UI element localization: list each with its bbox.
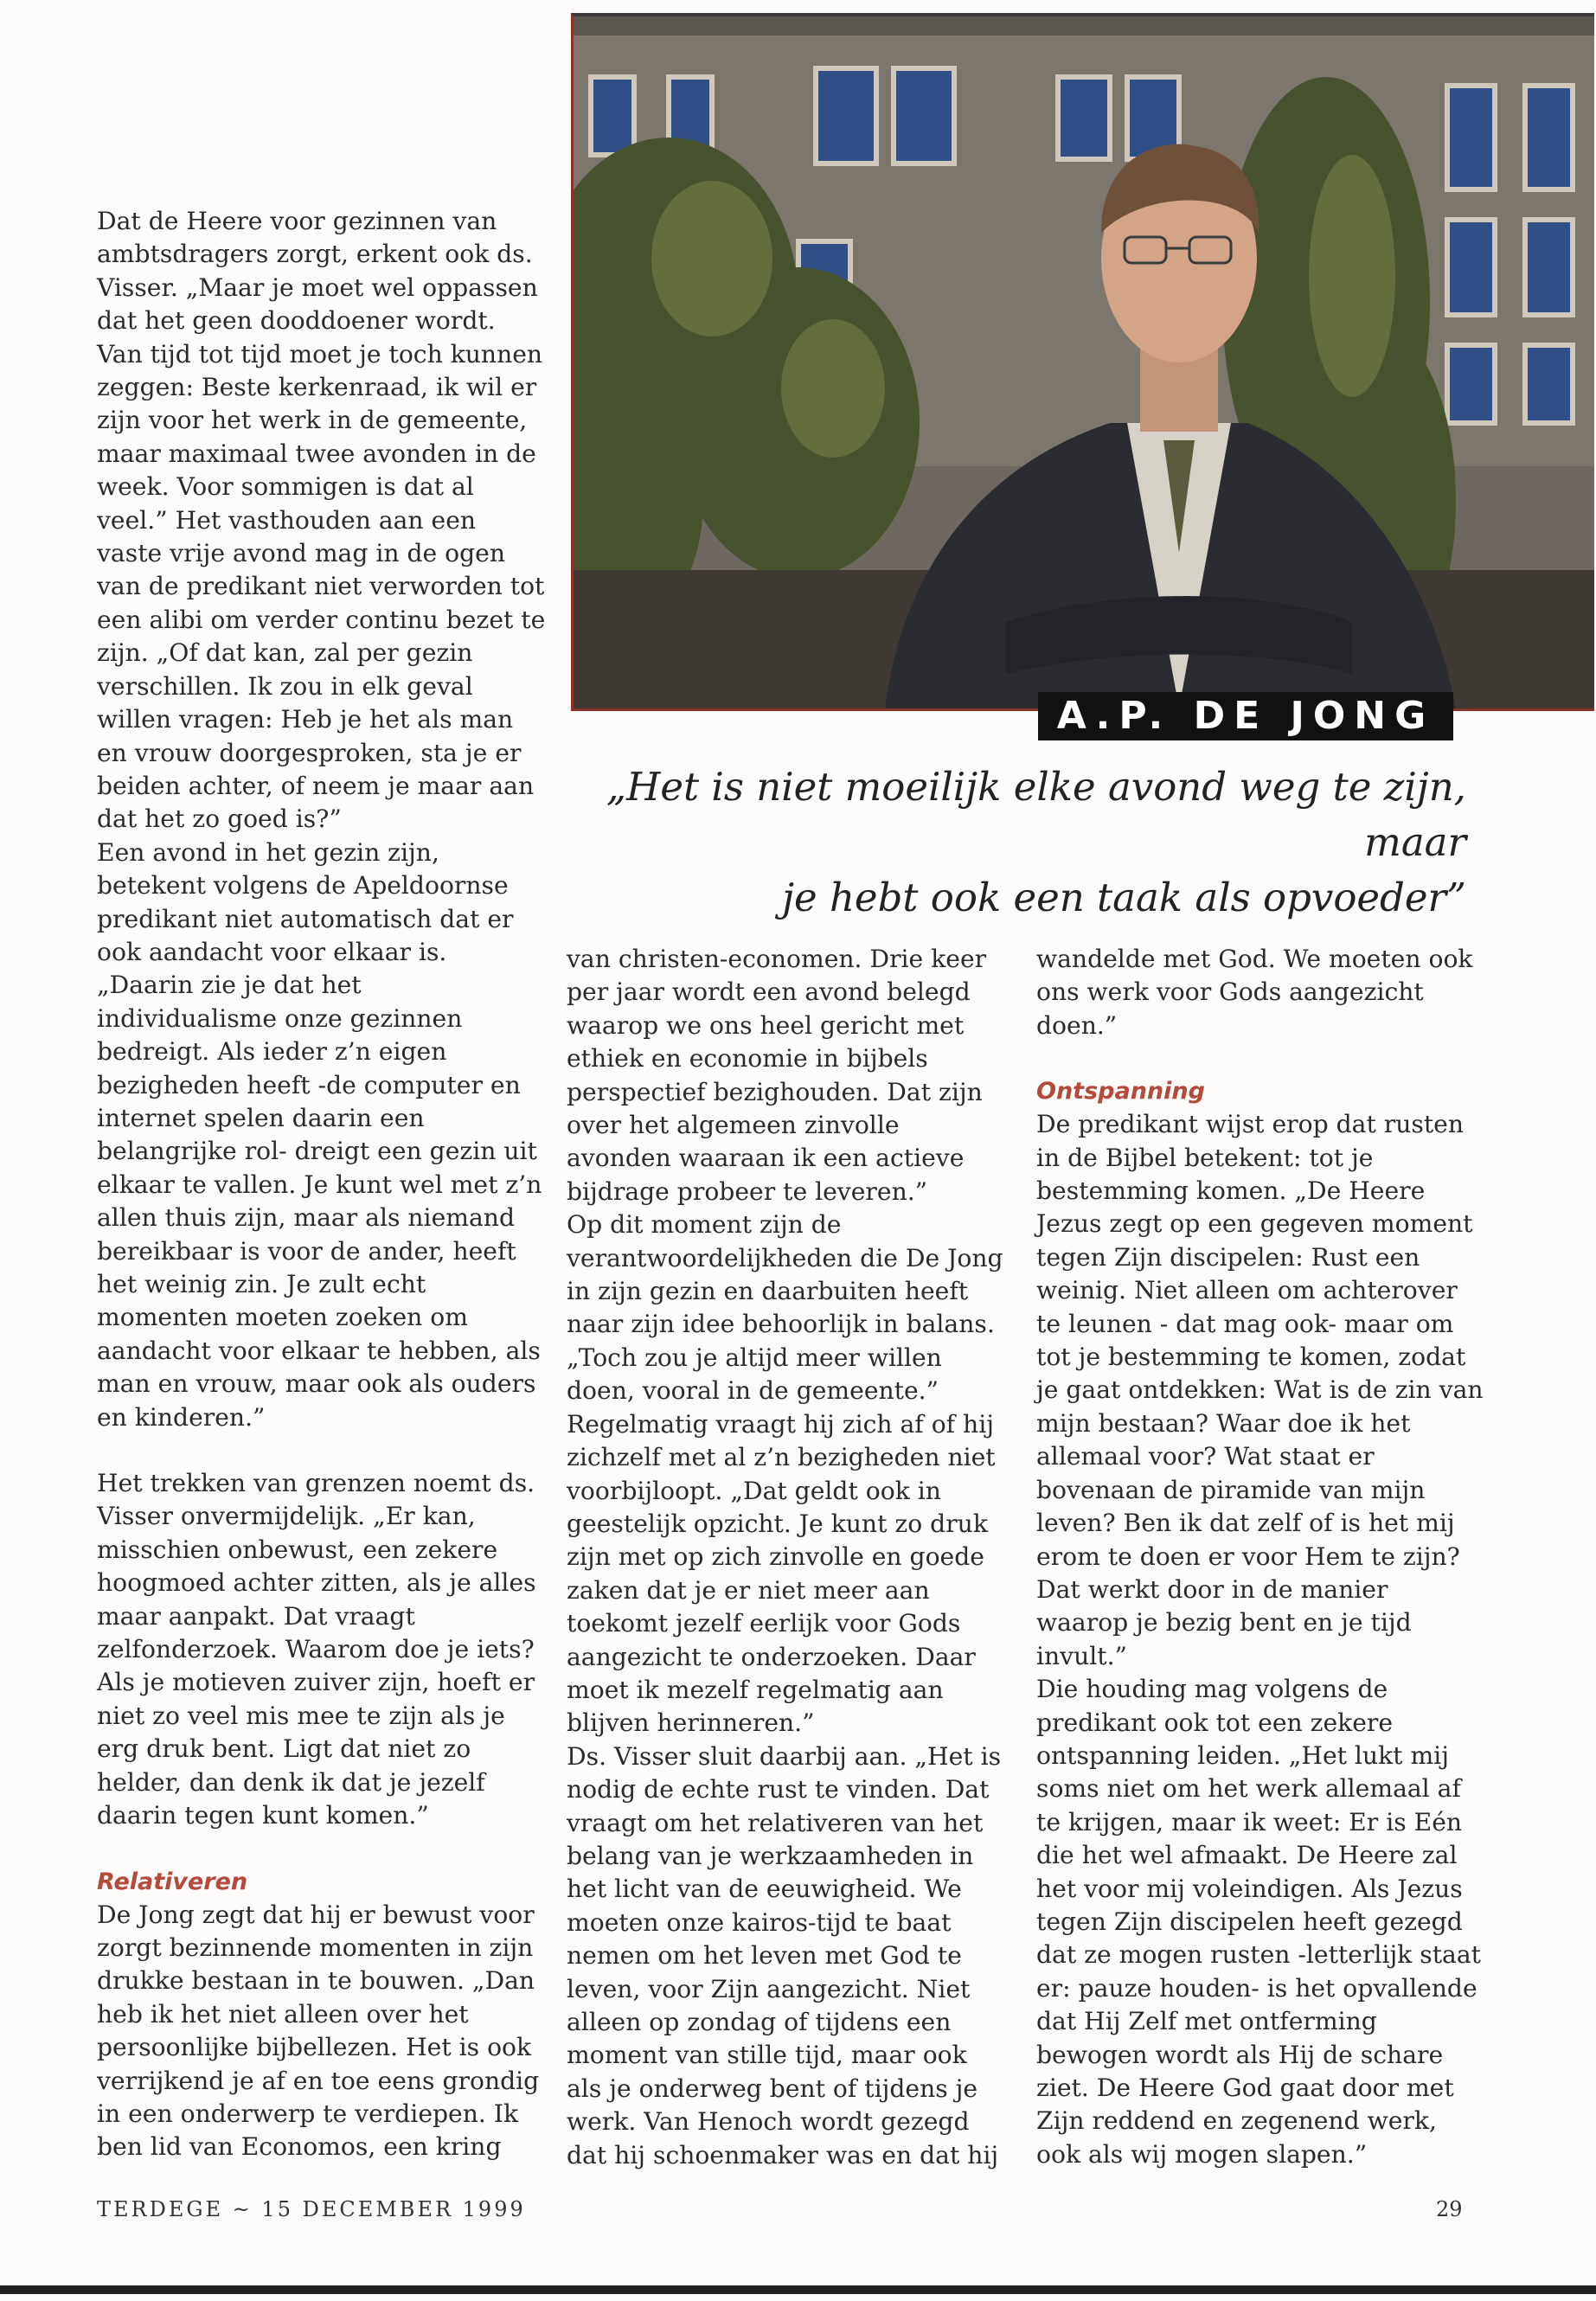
- article-column-1: [97, 205, 547, 2164]
- portrait-illustration: [574, 16, 1594, 708]
- section-heading-relativeren: Relativeren: [97, 1868, 248, 1895]
- section-heading-ontspanning: Ontspanning: [1036, 1078, 1205, 1106]
- paragraph: Die houding mag volgens de predikant ook tot een zekere ontspanning leiden. „Het lukt mij soms niet om het werk allemaal af te krijgen, maar ik weet: Er is Eén die het wel afmaakt. De Heere zal het voor mij voleindigen. Als Jezus tegen Zijn discipelen heeft gezegd dat ze mogen rusten -letterlijk staat er: pauze houden- is het opvallende dat Hij Zelf met ontferming bewogen wordt als Hij de schare ziet. De Heere God gaat door met Zijn reddend en zegenend werk, ook als wij mogen slapen.”: [1036, 1675, 1481, 2169]
- publication-footer: TERDEGE ~ 15 DECEMBER 1999: [97, 2197, 526, 2221]
- paragraph: Een avond in het gezin zijn, betekent volgens de Apeldoornse predikant niet automatisch dat er ook aandacht voor elkaar is. „Daarin zie je dat het individualisme onze gezinnen bedreigt. Als ieder z’n eigen bezigheden heeft -de computer en internet spelen daarin een belangrijke rol- dreigt een gezin uit elkaar te vallen. Je kunt wel met z’n allen thuis zijn, maar als niemand bereikbaar is voor de ander, heeft het weinig zin. Je zult echt momenten moeten zoeken om aandacht voor elkaar te hebben, als man en vrouw, maar ook als ouders en kinderen.”: [97, 837, 542, 1432]
- article-column-2: [567, 943, 1008, 2172]
- bottom-rule: [0, 2285, 1596, 2294]
- paragraph: Dat de Heere voor gezinnen van ambtsdragers zorgt, erkent ook ds. Visser. „Maar je moet wel oppassen dat het geen dooddoener wordt. Van tijd tot tijd moet je toch kunnen zeggen: Beste kerkenraad, ik wil er zijn voor het werk in de gemeente, maar maximaal twee avonden in de week. Voor sommigen is dat al veel.” Het vasthouden aan een vaste vrije avond mag in de ogen van de predikant niet verworden tot een alibi om verder continu bezet te zijn. „Of dat kan, zal per gezin verschillen. Ik zou in elk geval willen vragen: Heb je het als man en vrouw doorgesproken, sta je er beiden achter, of neem je maar aan dat het zo goed is?”: [97, 207, 546, 834]
- name-banner: A.P. DE JONG: [1038, 692, 1453, 740]
- pull-quote: „Het is niet moeilijk elke avond weg te zijn, maar je hebt ook een taak als opvoeder”: [606, 764, 1466, 920]
- portrait-photo: [571, 13, 1594, 711]
- paragraph: Ds. Visser sluit daarbij aan. „Het is nodig de echte rust te vinden. Dat vraagt om het relativeren van het belang van je werkzaamheden in het licht van de eeuwigheid. We moeten onze kairos-tijd te baat nemen om het leven met God te leven, voor Zijn aangezicht. Niet alleen op zondag of tijdens een moment van stille tijd, maar ook als je onderweg bent of tijdens je werk. Van Henoch wordt gezegd dat hij schoenmaker was en dat hij: [567, 1741, 1002, 2170]
- paragraph: De predikant wijst erop dat rusten in de Bijbel betekent: tot je bestemming komen. „De Heere Jezus zegt op een gegeven moment tegen Zijn discipelen: Rust een weinig. Niet alleen om achterover te leunen - dat mag ook- maar om tot je bestemming te komen, zodat je gaat ontdekken: Wat is de zin van mijn bestaan? Waar doe ik het allemaal voor? Wat staat er bovenaan de piramide van mijn leven? Ben ik dat zelf of is het mij erom te doen er voor Hem te zijn? Dat werkt door in de manier waarop je bezig bent en je tijd invult.”: [1036, 1110, 1484, 1670]
- paragraph: Het trekken van grenzen noemt ds. Visser onvermijdelijk. „Er kan, misschien onbewust, een zekere hoogmoed achter zitten, als je alles maar aanpakt. Dat vraagt zelfonderzoek. Waarom doe je iets? Als je motieven zuiver zijn, hoeft er niet zo veel mis mee te zijn als je erg druk bent. Ligt dat niet zo helder, dan denk ik dat je jezelf daarin tegen kunt komen.”: [97, 1469, 536, 1830]
- paragraph: wandelde met God. We moeten ook ons werk voor Gods aangezicht doen.”: [1036, 945, 1473, 1040]
- paragraph: Op dit moment zijn de verantwoordelijkheden die De Jong in zijn gezin en daarbuiten heeft naar zijn idee behoorlijk in balans. „Toch zou je altijd meer willen doen, vooral in de gemeente.” Regelmatig vraagt hij zich af of hij zichzelf met al z’n bezigheden niet voorbijloopt. „Dat geldt ook in geestelijk opzicht. Je kunt zo druk zijn met op zich zinvolle en goede zaken dat je er niet meer aan toekomt jezelf eerlijk voor Gods aangezicht te onderzoeken. Daar moet ik mezelf regelmatig aan blijven herinneren.”: [567, 1210, 1003, 1738]
- paragraph: van christen-economen. Drie keer per jaar wordt een avond belegd waarop we ons heel gericht met ethiek en economie in bijbels perspectief bezighouden. Dat zijn over het algemeen zinvolle avonden waaraan ik een actieve bijdrage probeer te leveren.”: [567, 945, 987, 1206]
- page-number: 29: [1436, 2197, 1463, 2221]
- article-column-3: [1036, 943, 1486, 2171]
- paragraph: De Jong zegt dat hij er bewust voor zorgt bezinnende momenten in zijn drukke bestaan in te bouwen. „Dan heb ik het niet alleen over het persoonlijke bijbellezen. Het is ook verrijkend je af en toe eens grondig in een onderwerp te verdiepen. Ik ben lid van Economos, een kring: [97, 1900, 540, 2162]
